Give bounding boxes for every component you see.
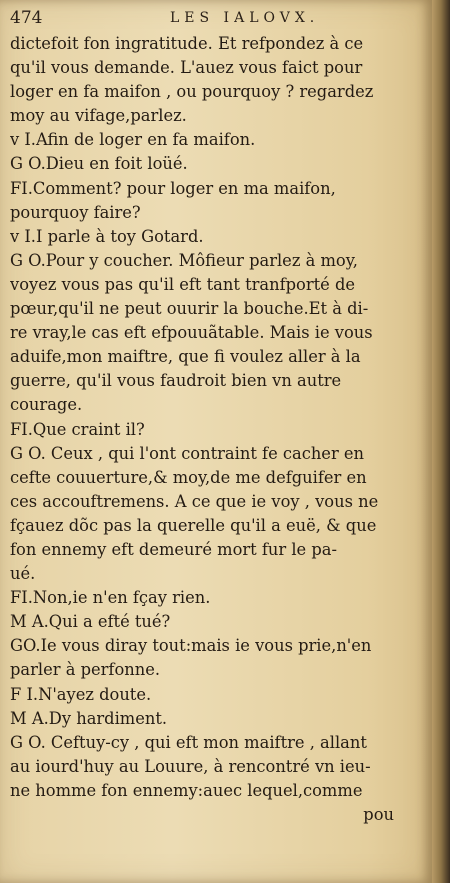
text-line: G O. Ceftuy-cy , qui eft mon maiftre , allant	[10, 732, 367, 752]
text-line: cefte couuerture,& moy,de me defguifer en	[10, 467, 367, 487]
text-line: voyez vous pas qu'il eft tant tranfporté de	[10, 274, 356, 294]
text-line: loger en fa maifon , ou pourquoy ? regardez	[10, 82, 374, 102]
text-line: ces accouftremens. A ce que ie voy , vous ne	[10, 491, 379, 511]
text-line: courage.	[10, 395, 83, 415]
text-line: M A.Qui a efté tué?	[10, 612, 171, 632]
text-line: F I.N'ayez doute.	[10, 684, 152, 704]
text-line: FI.Que craint il?	[10, 419, 145, 439]
text-line: qu'il vous demande. L'auez vous faict pour	[10, 58, 363, 78]
text-line: aduife,mon maiftre, que fi voulez aller à la	[10, 347, 361, 367]
text-line: ne homme fon ennemy:auec lequel,comme	[10, 780, 363, 800]
text-line: FI.Non,ie n'en fçay rien.	[10, 588, 211, 608]
catchword: pou	[363, 805, 394, 824]
text-line: GO.Ie vous diray tout:mais ie vous prie,n'en	[10, 636, 372, 656]
text-line: moy au vifage,parlez.	[10, 106, 187, 126]
text-block	[10, 32, 422, 827]
text-line: G O. Ceux , qui l'ont contraint fe cacher en	[10, 443, 365, 463]
text-line: au iourd'huy au Louure, à rencontré vn ieu-	[10, 756, 371, 776]
text-line: pourquoy faire?	[10, 202, 141, 222]
text-line: fon ennemy eft demeuré mort fur le pa-	[10, 539, 337, 559]
text-line: G O.Pour y coucher. Môfieur parlez à moy,	[10, 250, 358, 270]
text-line: v I.I parle à toy Gotard.	[10, 226, 204, 246]
book-gutter	[432, 0, 450, 883]
text-line: guerre, qu'il vous faudroit bien vn autre	[10, 371, 342, 391]
text-line: G O.Dieu en foit loüé.	[10, 154, 188, 174]
text-line: pœur,qu'il ne peut ouurir la bouche.Et à di-	[10, 299, 369, 319]
text-line: FI.Comment? pour loger en ma maifon,	[10, 178, 336, 198]
running-title: LES IALOVX.	[170, 10, 320, 26]
text-line: fçauez dõc pas la querelle qu'il a euë, & que	[10, 515, 377, 535]
text-line: re vray,le cas eft efpouuãtable. Mais ie vous	[10, 323, 373, 343]
text-line: dictefoit fon ingratitude. Et refpondez à ce	[10, 34, 364, 53]
page-number: 474	[10, 8, 43, 28]
page-header	[10, 8, 422, 30]
text-line: parler à perfonne.	[10, 660, 161, 680]
text-line: M A.Dy hardiment.	[10, 708, 168, 728]
text-line: ué.	[10, 564, 36, 584]
text-line: v I.Afin de loger en fa maifon.	[10, 130, 256, 150]
